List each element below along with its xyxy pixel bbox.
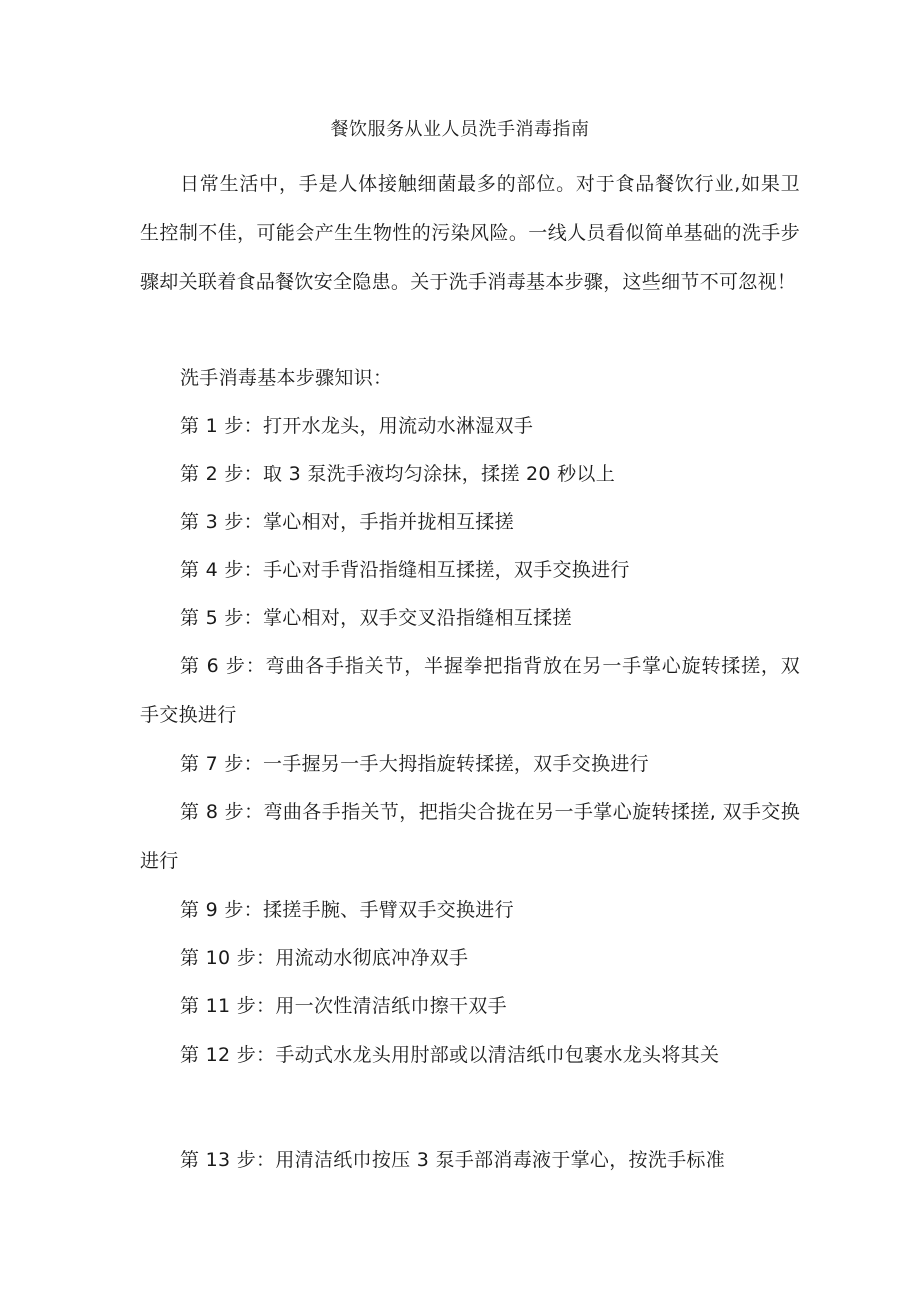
- step-item-6: 第 6 步：弯曲各手指关节，半握拳把指背放在另一手掌心旋转揉搓，双手交换进行: [140, 655, 800, 726]
- step-item-3: 第 3 步：掌心相对，手指并拢相互揉搓: [180, 511, 514, 533]
- steps-heading: 洗手消毒基本步骤知识：: [180, 367, 393, 389]
- step-item-12: 第 12 步：手动式水龙头用肘部或以清洁纸巾包裹水龙头将其关: [180, 1044, 720, 1066]
- step-item-8: 第 8 步：弯曲各手指关节，把指尖合拢在另一手掌心旋转揉搓, 双手交换进行: [140, 801, 800, 872]
- step-item-5: 第 5 步：掌心相对，双手交叉沿指缝相互揉搓: [180, 607, 572, 629]
- document-title: 餐饮服务从业人员洗手消毒指南: [330, 119, 590, 140]
- step-item-10: 第 10 步：用流动水彻底冲净双手: [180, 947, 469, 969]
- step-item-11: 第 11 步：用一次性清洁纸巾擦干双手: [180, 995, 507, 1017]
- step-item-1: 第 1 步：打开水龙头，用流动水淋湿双手: [180, 415, 534, 437]
- step-item-13: 第 13 步：用清洁纸巾按压 3 泵手部消毒液于掌心，按洗手标准: [180, 1149, 726, 1171]
- intro-paragraph: 日常生活中，手是人体接触细菌最多的部位。对于食品餐饮行业,如果卫生控制不佳，可能会产生生物性的污染风险。一线人员看似简单基础的洗手步骤却关联着食品餐饮安全隐患。关于洗手消毒基本步骤，这些细节不可忽视！: [140, 173, 800, 293]
- step-item-9: 第 9 步：揉搓手腕、手臂双手交换进行: [180, 899, 514, 921]
- step-item-2: 第 2 步：取 3 泵洗手液均匀涂抹，揉搓 20 秒以上: [180, 463, 615, 485]
- step-item-4: 第 4 步：手心对手背沿指缝相互揉搓，双手交换进行: [180, 559, 630, 581]
- step-item-7: 第 7 步：一手握另一手大拇指旋转揉搓，双手交换进行: [180, 753, 649, 775]
